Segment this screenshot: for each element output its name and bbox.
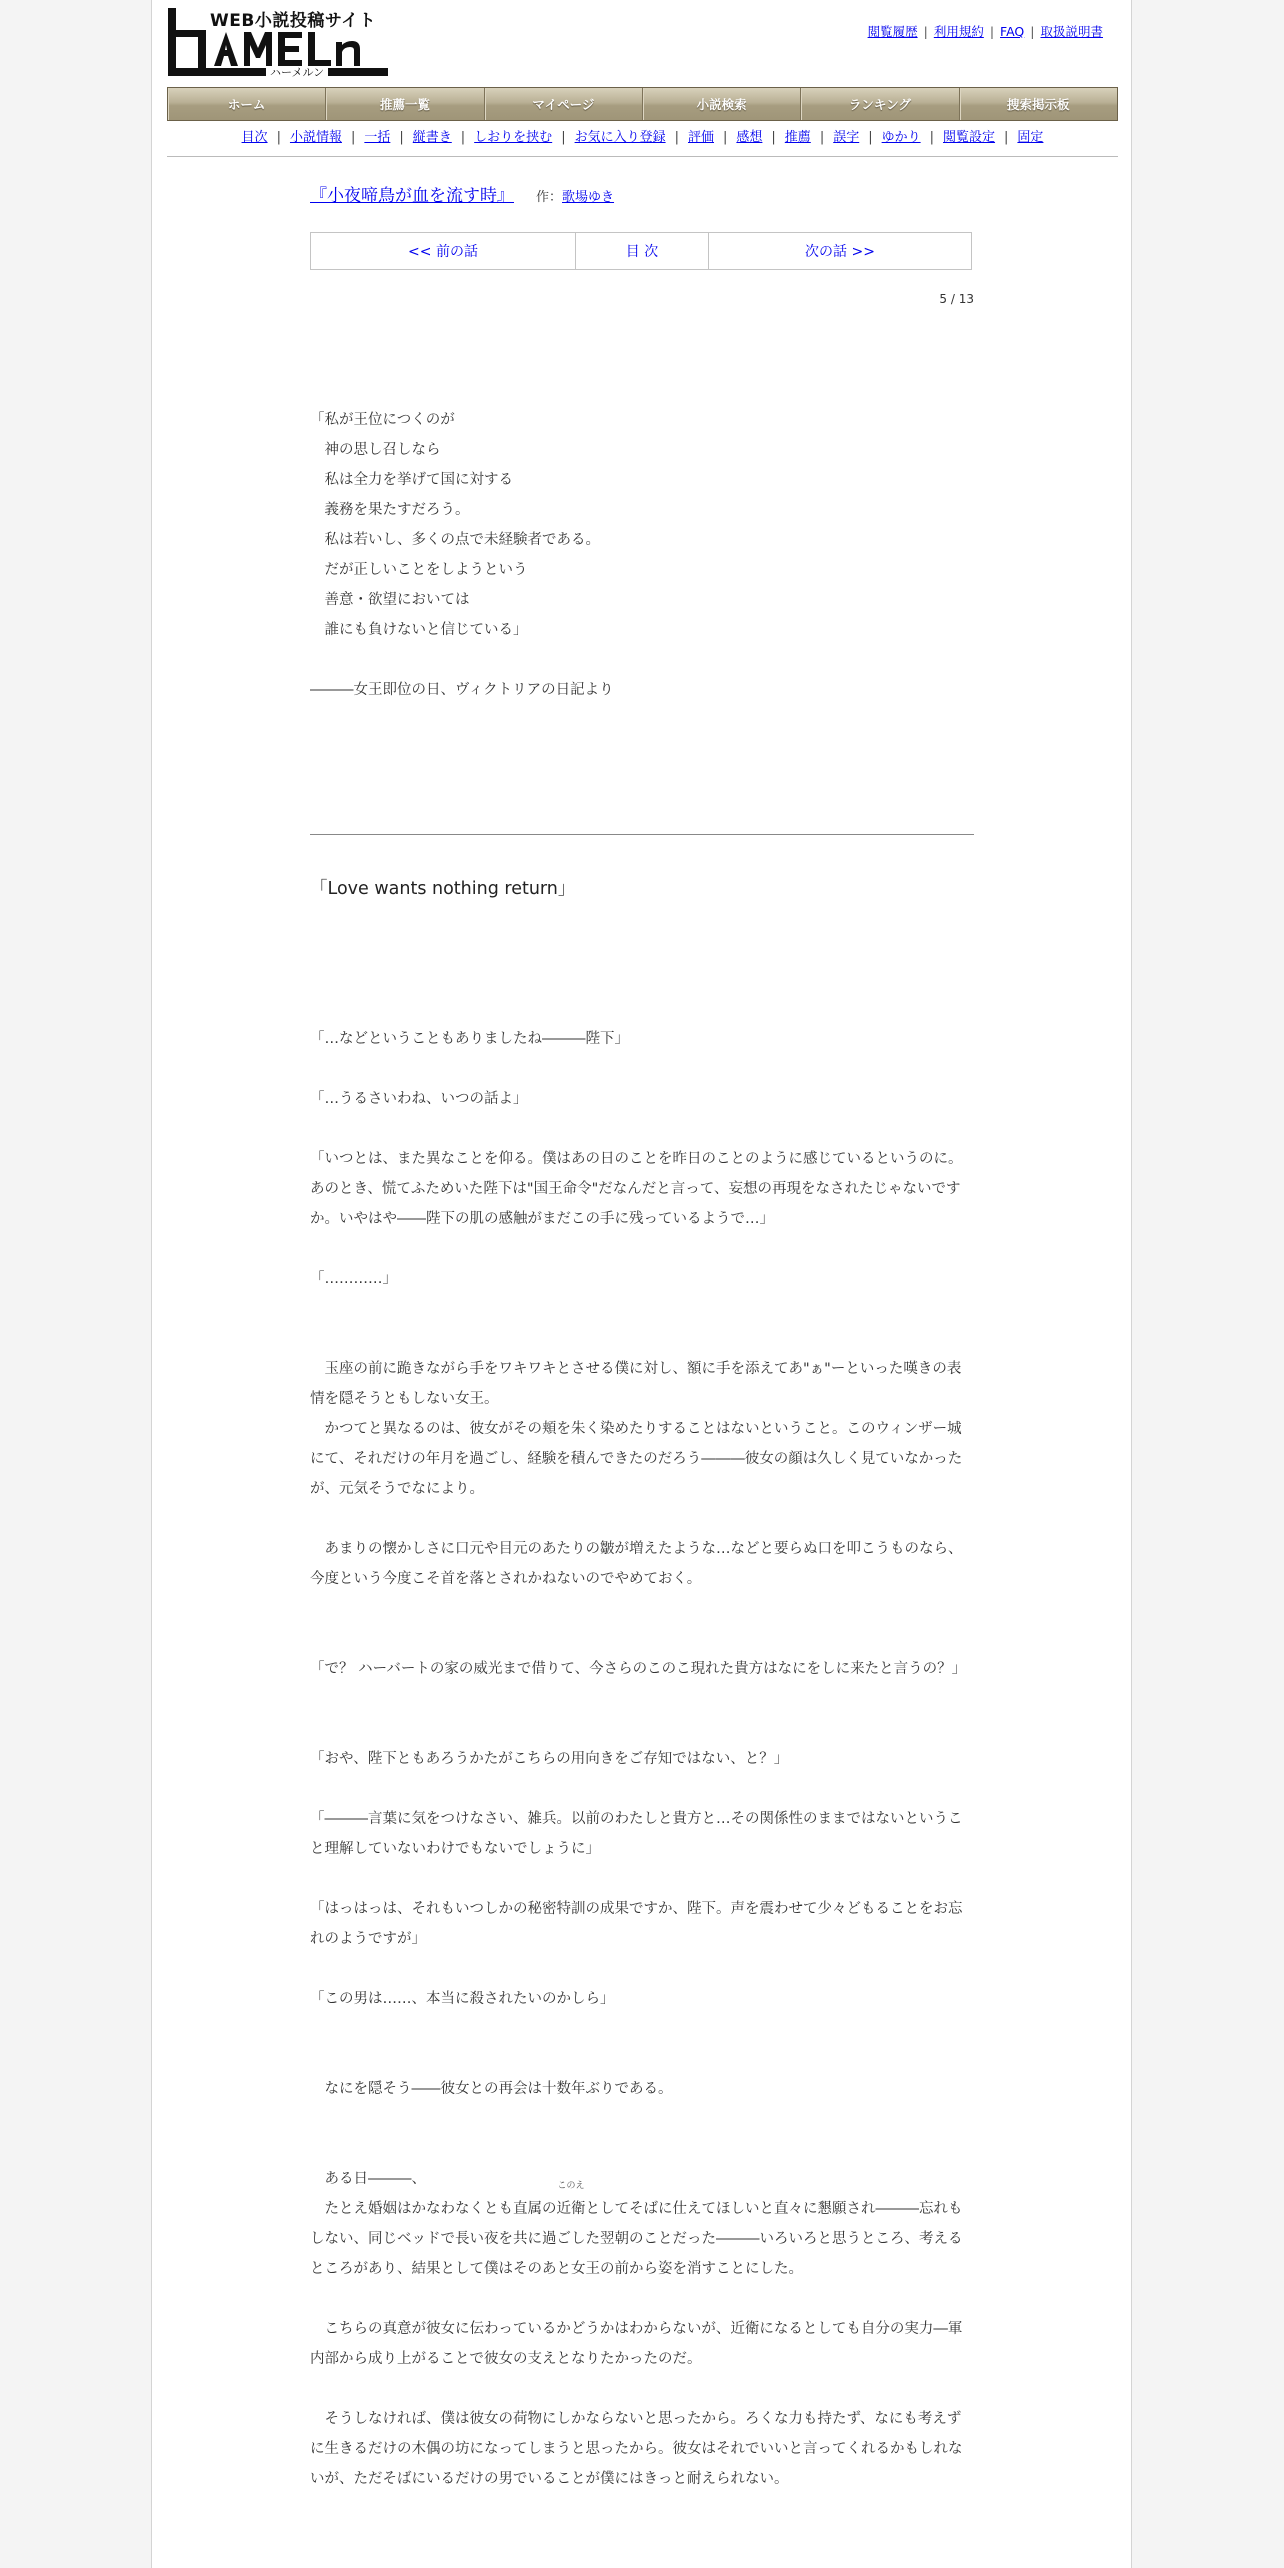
ruby-base: 近衛	[556, 2201, 586, 2217]
prev-episode-button[interactable]: << 前の話	[311, 233, 576, 269]
nav-home[interactable]: ホーム	[168, 88, 326, 120]
separator: |	[868, 130, 873, 145]
body-line	[310, 2181, 974, 2284]
separator: |	[1004, 130, 1009, 145]
nav-search-board[interactable]: 捜索掲示板	[960, 88, 1117, 120]
subnav-toc[interactable]: 目次	[241, 130, 268, 145]
subnav-recommend[interactable]: 推薦	[784, 130, 811, 145]
subnav-vertical[interactable]: 縦書き	[412, 130, 452, 145]
episode-count: 5 / 13	[939, 292, 974, 306]
subnav-yukari[interactable]: ゆかり	[881, 130, 921, 145]
subnav-favorite[interactable]: お気に入り登録	[574, 130, 666, 145]
novel-title-link[interactable]: 『小夜啼鳥が血を流す時』	[310, 186, 514, 206]
body-paragraph: こちらの真意が彼女に伝わっているかどうかはわからないが、近衛になるとしても自分の実力―軍内部から成り上がることで彼女の支えとなりたかったのだ。	[310, 2321, 963, 2367]
subnav-review[interactable]: 感想	[736, 130, 763, 145]
ruby-reading: このえ	[557, 2181, 585, 2191]
body-line: ある日―――、	[310, 2171, 426, 2187]
global-nav	[167, 87, 1118, 121]
body-paragraph: あまりの懐かしさに口元や目元のあたりの皺が増えたような…などと要らぬ口を叩こうものなら、今度という今度こそ首を落とされかねないのでやめておく。	[310, 1541, 963, 1587]
body-paragraph: 「いつとは、また異なことを仰る。僕はあの日のことを昨日のことのように感じているというのに。あのとき、慌てふためいた陛下は"国王命令"だなんだと言って、妄想の再現をなされたじゃないですか。いやはや――陛下の肌の感触がまだこの手に残っているようで…」	[310, 1151, 963, 1227]
preface-line: 「私が王位につくのが	[310, 412, 455, 428]
chapter-subtitle: 「Love wants nothing return」	[310, 879, 576, 899]
separator: |	[929, 130, 935, 145]
nav-mypage[interactable]: マイページ	[485, 88, 643, 120]
page-container	[151, 0, 1132, 2568]
body-paragraph: 「この男は……、本当に殺されたいのかしら」	[310, 1991, 615, 2007]
link-history[interactable]: 閲覧履歴	[867, 24, 918, 39]
author-link[interactable]: 歌場ゆき	[562, 190, 615, 205]
body-paragraph: 「…………」	[310, 1271, 397, 1287]
separator: |	[771, 130, 776, 145]
subnav-all-in-one[interactable]: 一括	[364, 130, 391, 145]
body-paragraph: そうしなければ、僕は彼女の荷物にしかならないと思ったから。ろくな力も持たず、なにも考えずに生きるだけの木偶の坊になってしまうと思ったから。彼女はそれでいいと言ってくれるかもしれないが、ただそばにいるだけの男でいることが僕にはきっと耐えられない。	[310, 2411, 963, 2487]
site-logo[interactable]	[168, 8, 390, 82]
separator: |	[723, 130, 728, 145]
subnav-bookmark[interactable]: しおりを挟む	[474, 130, 553, 145]
separator: |	[989, 24, 995, 39]
separator: |	[674, 130, 679, 145]
separator: |	[819, 130, 825, 145]
top-links	[868, 22, 1103, 40]
body-paragraph: なにを隠そう――彼女との再会は十数年ぶりである。	[310, 2081, 673, 2097]
separator: |	[923, 24, 928, 39]
separator: |	[399, 130, 404, 145]
nav-ranking[interactable]: ランキング	[801, 88, 959, 120]
body-paragraph	[310, 1354, 974, 1504]
preface-line: だが正しいことをしようという	[310, 562, 528, 578]
separator: |	[350, 130, 356, 145]
link-manual[interactable]: 取扱説明書	[1040, 24, 1103, 39]
separator: |	[276, 130, 281, 145]
preface-line: 私は全力を挙げて国に対する	[310, 472, 513, 488]
subnav-view-settings[interactable]: 閲覧設定	[943, 130, 996, 145]
body-paragraph: 「おや、陛下ともあろうかたがこちらの用向きをご存知ではない、と？」	[310, 1751, 789, 1767]
body-line: 玉座の前に跪きながら手をワキワキとさせる僕に対し、額に手を添えてあ"ぁ"ーといった嘆きの表情を隠そうともしない女王。	[310, 1361, 962, 1407]
link-terms[interactable]: 利用規約	[933, 24, 984, 39]
preface-line: 義務を果たすだろう。	[310, 502, 470, 518]
body-text: としてそばに仕えてほしいと直々に懇願され―――忘れもしない、同じベッドで長い夜を共に過ごした翌朝のことだった―――いろいろと思うところ、考えるところがあり、結果として僕はそのあと女王の前から姿を消すことにした。	[310, 2201, 963, 2277]
author-prefix: 作：	[536, 190, 563, 205]
separator: |	[561, 130, 566, 145]
separator: |	[460, 130, 466, 145]
divider	[310, 834, 974, 835]
preface-line: 善意・欲望においては	[310, 592, 470, 608]
body-paragraph: 「…うるさいわね、いつの話よ」	[310, 1091, 528, 1107]
link-faq[interactable]: FAQ	[1000, 24, 1025, 39]
body-paragraph: 「はっはっは、それもいつしかの秘密特訓の成果ですか、陛下。声を震わせて少々どもることをお忘れのようですが」	[310, 1901, 963, 1947]
body-paragraph: 「…などということもありましたね―――陛下」	[310, 1031, 629, 1047]
next-episode-button[interactable]: 次の話 >>	[805, 244, 875, 260]
subnav-rating[interactable]: 評価	[687, 130, 714, 145]
logo-subtitle: WEB小説投稿サイト	[210, 11, 377, 31]
novel-title-row	[310, 184, 980, 210]
subnav-pin[interactable]: 固定	[1017, 130, 1044, 145]
novel-sub-nav	[167, 128, 1118, 157]
preface-line: 私は若いし、多くの点で未経験者である。	[310, 532, 600, 548]
subnav-novel-info[interactable]: 小説情報	[289, 130, 342, 145]
preface-source: ―――女王即位の日、ヴィクトリアの日記より	[310, 682, 614, 698]
body-paragraph	[310, 2164, 974, 2284]
body-line: かつてと異なるのは、彼女がその頬を朱く染めたりすることはないということ。このウィンザー城にて、それだけの年月を過ごし、経験を積んできたのだろう―――彼女の顔は久しく見ていなかったが、元気そうでなにより。	[310, 1421, 963, 1497]
body-text: たとえ婚姻はかなわなくとも直属の	[310, 2201, 557, 2217]
ruby	[556, 2181, 586, 2224]
subnav-typo[interactable]: 誤字	[833, 130, 860, 145]
episode-pager	[310, 232, 972, 270]
body-paragraph: 「―――言葉に気をつけなさい、雑兵。以前のわたしと貴方と…その関係性のままではないということ理解していないわけでもないでしょうに」	[310, 1811, 963, 1857]
separator: |	[1030, 24, 1035, 39]
preface-line: 誰にも負けないと信じている」	[310, 622, 528, 638]
preface-line: 神の思し召しなら	[310, 442, 441, 458]
logo-kana: ハーメルン	[266, 66, 328, 79]
nav-novel-search[interactable]: 小説検索	[643, 88, 801, 120]
preface-quote	[310, 405, 974, 645]
nav-recommend-list[interactable]: 推薦一覧	[326, 88, 484, 120]
body-paragraph: 「で？ ハーバートの家の威光まで借りて、今さらのこのこ現れた貴方はなにをしに来たと言うの？」	[310, 1661, 967, 1677]
toc-button[interactable]: 目 次	[576, 233, 709, 269]
